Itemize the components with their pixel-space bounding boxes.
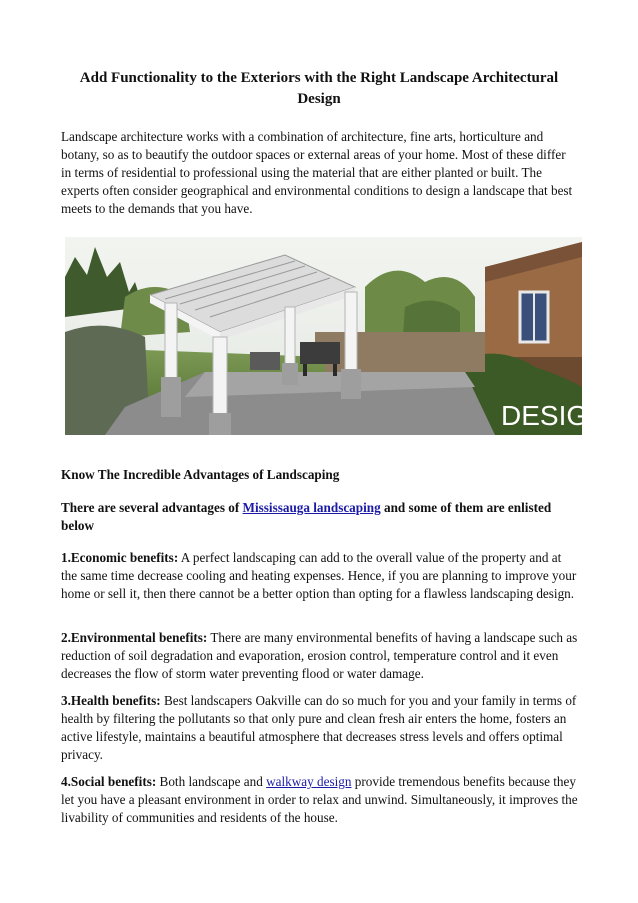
benefit-text-pre: Both landscape and bbox=[156, 774, 267, 789]
benefit-text: A perfect landscaping can add to the overall value of the property and at the same time decrease cooling and heating expenses. Hence, if you are planning to improve your home or sell it, then there cannot be a better option than opting for a flawless landscaping design. bbox=[61, 550, 577, 601]
benefit-social bbox=[61, 773, 579, 827]
mississauga-landscaping-link[interactable]: Mississauga landscaping bbox=[242, 500, 381, 515]
benefit-label: 1.Economic benefits: bbox=[61, 550, 179, 565]
pergola-render-illustration bbox=[65, 237, 609, 435]
benefit-text: Best landscapers Oakville can do so much for you and your family in terms of health by filtering the pollutants so that only pure and clean fresh air enters the home, fosters an active lifestyle, maintains a beautiful atmosphere that decreases stress levels and offers optimal privacy. bbox=[61, 693, 577, 762]
benefit-health bbox=[61, 692, 579, 764]
benefit-environmental bbox=[61, 629, 579, 683]
benefit-label: 4.Social benefits: bbox=[61, 774, 157, 789]
benefit-label: 2.Environmental benefits: bbox=[61, 630, 208, 645]
benefit-text: There are many environmental benefits of having a landscape such as reduction of soil degradation and evaporation, erosion control, temperature control and it even decreases the flow of storm water preventing flood or water damage. bbox=[61, 630, 578, 681]
design-watermark: DESIGN bbox=[501, 400, 609, 431]
advantages-intro bbox=[61, 499, 579, 535]
section-heading: Know The Incredible Advantages of Landscaping bbox=[61, 467, 340, 482]
advantages-post: and some of them are enlisted below bbox=[61, 500, 552, 533]
benefit-label: 3.Health benefits: bbox=[61, 693, 161, 708]
article-title: Add Functionality to the Exteriors with the Right Landscape Architectural Design bbox=[79, 70, 559, 107]
benefit-text-post: provide tremendous benefits because they let you have a pleasant environment in order to relax and unwind. Simultaneously, it improves the livability of communities and residents of the house. bbox=[61, 774, 578, 825]
advantages-pre: There are several advantages of bbox=[61, 500, 243, 515]
intro-paragraph: Landscape architecture works with a combination of architecture, fine arts, horticulture and botany, so as to beautify the outdoor spaces or external areas of your home. Most of these differ in terms of residential to professional using the material that are either planted or built. The experts often consider geographical and environmental conditions to design a landscape that best meets to the demands that you have. bbox=[61, 129, 573, 216]
benefit-economic bbox=[61, 549, 579, 603]
walkway-design-link[interactable]: walkway design bbox=[266, 774, 352, 789]
landscape-design-image bbox=[65, 237, 609, 435]
